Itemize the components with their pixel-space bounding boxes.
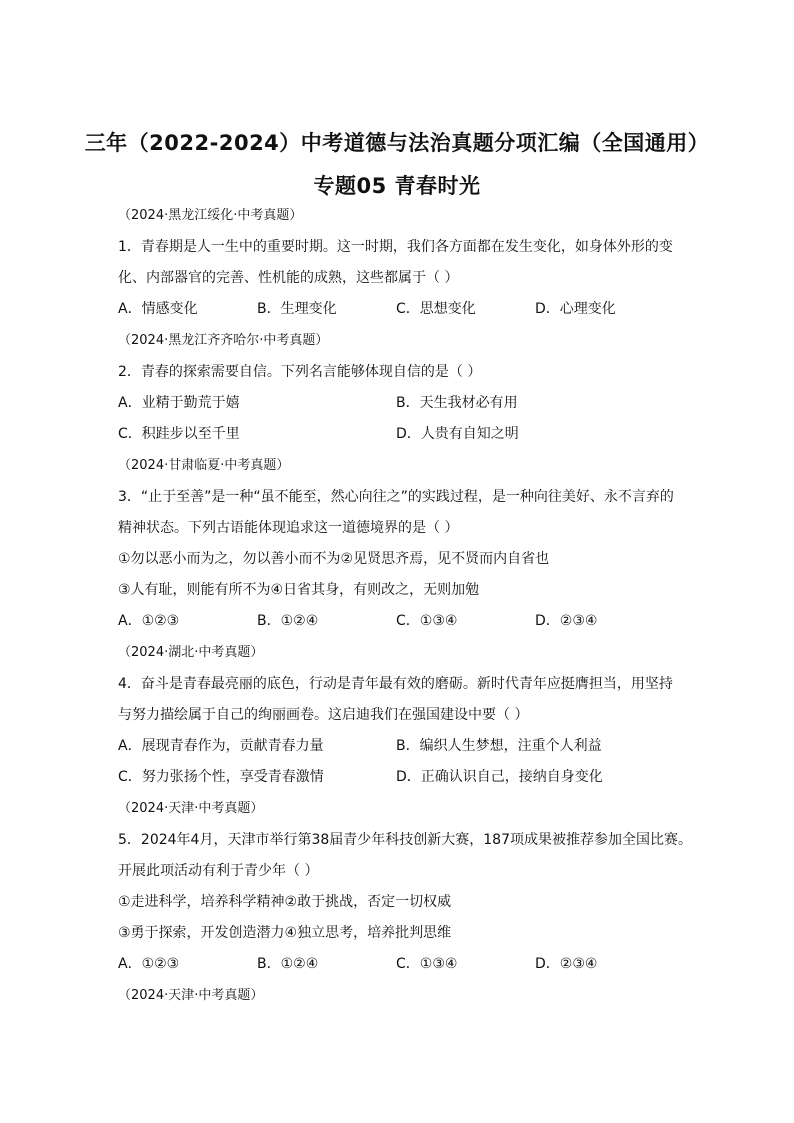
answer-option: C．①③④ xyxy=(396,956,458,972)
question-stem-line: 4．奋斗是青春最亮丽的底色，行动是青年最有效的磨砺。新时代青年应挺膺担当，用坚持 xyxy=(118,676,673,692)
answer-option: C．积跬步以至千里 xyxy=(118,426,240,442)
answer-option: D．正确认识自己，接纳自身变化 xyxy=(396,769,603,785)
answer-option: A．①②③ xyxy=(118,613,180,629)
question-source: （2024·湖北·中考真题） xyxy=(118,645,264,660)
question-stem-line: 与努力描绘属于自己的绚丽画卷。这启迪我们在强国建设中要（ ） xyxy=(118,707,529,723)
answer-option: B．编织人生梦想，注重个人利益 xyxy=(396,738,602,754)
question-statement-line: ①勿以恶小而为之，勿以善小而不为②见贤思齐焉，见不贤而内自省也 xyxy=(118,551,550,567)
question-source: （2024·黑龙江齐齐哈尔·中考真题） xyxy=(118,333,329,348)
question-source: （2024·甘肃临夏·中考真题） xyxy=(118,458,290,473)
answer-option: D．②③④ xyxy=(535,613,598,629)
question-statement-line: ①走进科学，培养科学精神②敢于挑战，否定一切权威 xyxy=(118,894,452,910)
question-stem-line: 开展此项活动有利于青少年（ ） xyxy=(118,863,319,879)
answer-option: D．人贵有自知之明 xyxy=(396,426,519,442)
question-statement-line: ③人有耻，则能有所不为④日省其身，有则改之，无则加勉 xyxy=(118,582,480,598)
question-stem-line: 3．“止于至善”是一种“虽不能至，然心向往之”的实践过程，是一种向往美好、永不言弃的 xyxy=(118,489,674,505)
question-source: （2024·天津·中考真题） xyxy=(118,801,264,816)
answer-option: A．①②③ xyxy=(118,956,180,972)
answer-option: B．生理变化 xyxy=(257,301,337,317)
answer-option: B．天生我材必有用 xyxy=(396,395,518,411)
answer-option: C．①③④ xyxy=(396,613,458,629)
question-stem-line: 化、内部器官的完善、性机能的成熟，这些都属于（ ） xyxy=(118,270,459,286)
question-stem-line: 1．青春期是人一生中的重要时期。这一时期，我们各方面都在发生变化，如身体外形的变 xyxy=(118,239,673,255)
question-source: （2024·天津·中考真题） xyxy=(118,988,264,1003)
document-subtitle: 专题05 青春时光 xyxy=(313,174,481,198)
question-stem-line: 5．2024年4月，天津市举行第38届青少年科技创新大赛，187项成果被推荐参加全国比赛。 xyxy=(118,832,692,848)
question-stem-line: 精神状态。下列古语能体现追求这一道德境界的是（ ） xyxy=(118,520,459,536)
answer-option: A．业精于勤荒于嬉 xyxy=(118,395,240,411)
question-source: （2024·黑龙江绥化·中考真题） xyxy=(118,208,303,223)
answer-option: B．①②④ xyxy=(257,956,319,972)
question-stem-line: 2．青春的探索需要自信。下列名言能够体现自信的是（ ） xyxy=(118,364,482,380)
answer-option: D．②③④ xyxy=(535,956,598,972)
answer-option: C．思想变化 xyxy=(396,301,476,317)
answer-option: D．心理变化 xyxy=(535,301,616,317)
answer-option: C．努力张扬个性，享受青春激情 xyxy=(118,769,324,785)
answer-option: A．情感变化 xyxy=(118,301,198,317)
answer-option: A．展现青春作为，贡献青春力量 xyxy=(118,738,324,754)
question-statement-line: ③勇于探索，开发创造潜力④独立思考，培养批判思维 xyxy=(118,925,452,941)
answer-option: B．①②④ xyxy=(257,613,319,629)
document-title: 三年（2022-2024）中考道德与法治真题分项汇编（全国通用） xyxy=(84,131,710,155)
